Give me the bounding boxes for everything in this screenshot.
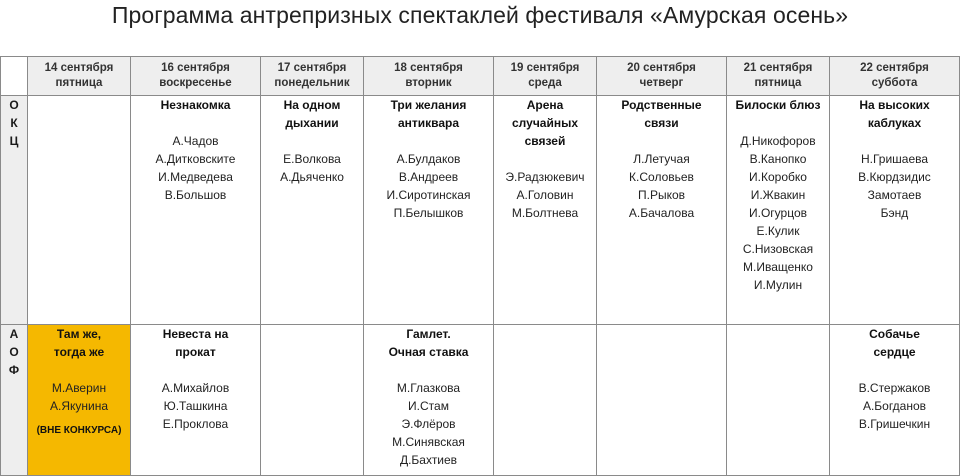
empty-cell — [727, 325, 830, 476]
actor-name: В.Гришечкин — [858, 417, 931, 431]
performance-cell — [364, 96, 494, 325]
corner-cell — [1, 57, 28, 96]
empty-cell — [494, 325, 597, 476]
venue-letter: О — [9, 345, 19, 359]
actor-name: Н.Гришаева — [860, 152, 929, 166]
day-header-cell — [261, 57, 364, 96]
actor-name: М.Синявская — [392, 435, 465, 449]
actor-name: А.Булдаков — [396, 152, 461, 166]
actor-name: И.Коробко — [749, 170, 807, 184]
performance-cell — [830, 325, 960, 476]
actor-name: И.Мулин — [753, 278, 803, 292]
actor-name: В.Кюрдзидис — [858, 170, 931, 184]
play-title: Очная ставка — [388, 345, 469, 359]
actor-name: М.Иващенко — [743, 260, 813, 274]
play-title: Незнакомка — [160, 98, 231, 112]
day-header-cell — [364, 57, 494, 96]
play-title: Гамлет. — [406, 327, 451, 341]
actor-name: Замотаев — [867, 188, 922, 202]
day-date: 14 сентября — [44, 62, 114, 74]
actor-name: А.Дьяченко — [280, 170, 344, 184]
actor-name: А.Михайлов — [161, 381, 230, 395]
venue-label — [1, 325, 28, 476]
spacer — [28, 361, 130, 379]
play-title: Родственные — [621, 98, 702, 112]
day-header-cell — [830, 57, 960, 96]
day-of-week: пятница — [754, 77, 802, 89]
actor-name: А.Якунина — [49, 399, 109, 413]
day-of-week: среда — [528, 77, 562, 89]
actor-name: Л.Летучая — [633, 152, 690, 166]
day-of-week: четверг — [639, 77, 684, 89]
day-date: 17 сентября — [277, 62, 347, 74]
play-title: случайных — [512, 116, 578, 130]
actor-name: Е.Кулик — [756, 224, 800, 238]
performance-cell — [830, 96, 960, 325]
spacer — [494, 150, 596, 168]
actor-name: И.Сиротинская — [386, 188, 471, 202]
day-date: 18 сентября — [394, 62, 463, 74]
play-title: На высоких — [859, 98, 930, 112]
actor-name: А.Бачалова — [628, 206, 695, 220]
actor-name: С.Низовская — [742, 242, 814, 256]
actor-name: М.Болтнева — [511, 206, 579, 220]
actor-name: М.Аверин — [51, 381, 107, 395]
play-title: сердце — [873, 345, 916, 359]
day-date: 19 сентября — [510, 62, 580, 74]
day-date: 21 сентября — [743, 62, 813, 74]
day-of-week: понедельник — [274, 77, 350, 89]
actor-name: И.Жвакин — [750, 188, 806, 202]
venue-row-okc — [1, 96, 960, 325]
actor-name: Д.Никофоров — [740, 134, 816, 148]
day-date: 20 сентября — [627, 62, 696, 74]
day-header-cell — [131, 57, 261, 96]
day-date: 22 сентября — [860, 62, 929, 74]
actor-name: Д.Бахтиев — [399, 453, 458, 467]
spacer — [597, 132, 726, 150]
spacer — [727, 114, 829, 132]
day-header-cell — [727, 57, 830, 96]
empty-cell — [261, 325, 364, 476]
header-row — [1, 57, 960, 96]
out-of-competition-note: (ВНЕ КОНКУРСА) — [36, 425, 122, 436]
play-title: Там же, — [56, 327, 102, 341]
day-of-week: вторник — [405, 77, 452, 89]
actor-name: И.Медведева — [158, 170, 233, 184]
actor-name: А.Головин — [516, 188, 574, 202]
day-date: 16 сентября — [161, 62, 230, 74]
day-header-cell — [597, 57, 727, 96]
spacer — [261, 132, 363, 150]
venue-row-aof — [1, 325, 960, 476]
actor-name: А.Дитковските — [155, 152, 236, 166]
actor-name: В.Стержаков — [858, 381, 931, 395]
empty-cell — [28, 96, 131, 325]
spacer — [830, 361, 959, 379]
spacer — [364, 132, 493, 150]
actor-name: Э.Флёров — [401, 417, 456, 431]
venue-letter: Ф — [8, 363, 20, 377]
play-title: Билоски блюз — [735, 98, 821, 112]
spacer — [131, 361, 260, 379]
play-title: Собачье — [869, 327, 920, 341]
performance-cell — [28, 325, 131, 476]
play-title: На одном — [283, 98, 341, 112]
day-header-cell — [494, 57, 597, 96]
venue-letter: А — [9, 327, 19, 341]
day-of-week: воскресенье — [159, 77, 232, 89]
play-title: Невеста на — [162, 327, 229, 341]
actor-name: П.Рыков — [637, 188, 686, 202]
play-title: Три желания — [390, 98, 467, 112]
page-title: Программа антрепризных спектаклей фестиваля «Амурская осень» — [111, 2, 849, 28]
actor-name: Э.Радзюкевич — [505, 170, 585, 184]
play-title: антиквара — [397, 116, 460, 130]
play-title: каблуках — [867, 116, 922, 130]
schedule-table — [0, 56, 960, 476]
performance-cell — [597, 96, 727, 325]
actor-name: П.Белышков — [393, 206, 464, 220]
performance-cell — [131, 325, 261, 476]
performance-cell — [131, 96, 261, 325]
actor-name: Бэнд — [880, 206, 909, 220]
actor-name: Ю.Ташкина — [163, 399, 228, 413]
performance-cell — [261, 96, 364, 325]
actor-name: В.Андреев — [398, 170, 459, 184]
actor-name: К.Соловьев — [629, 170, 694, 184]
play-title: связи — [644, 116, 679, 130]
spacer — [830, 132, 959, 150]
venue-label — [1, 96, 28, 325]
actor-name: А.Чадов — [172, 134, 219, 148]
play-title: дыхании — [285, 116, 339, 130]
actor-name: И.Стам — [408, 399, 449, 413]
performance-cell — [364, 325, 494, 476]
venue-letter: О — [9, 98, 19, 112]
play-title: связей — [524, 134, 566, 148]
day-of-week: суббота — [871, 77, 918, 89]
empty-cell — [597, 325, 727, 476]
day-of-week: пятница — [55, 77, 103, 89]
actor-name: В.Канопко — [749, 152, 807, 166]
spacer — [364, 361, 493, 379]
actor-name: М.Глазкова — [396, 381, 461, 395]
play-title: Арена — [526, 98, 564, 112]
spacer — [131, 114, 260, 132]
venue-letter: Ц — [9, 134, 19, 148]
performance-cell — [727, 96, 830, 325]
day-header-cell — [28, 57, 131, 96]
actor-name: Е.Проклова — [162, 417, 229, 431]
play-title: тогда же — [53, 345, 105, 359]
actor-name: Е.Волкова — [283, 152, 341, 166]
actor-name: А.Богданов — [862, 399, 927, 413]
actor-name: В.Большов — [164, 188, 227, 202]
performance-cell — [494, 96, 597, 325]
actor-name: И.Огурцов — [749, 206, 807, 220]
play-title: прокат — [175, 345, 216, 359]
venue-letter: К — [10, 116, 18, 130]
